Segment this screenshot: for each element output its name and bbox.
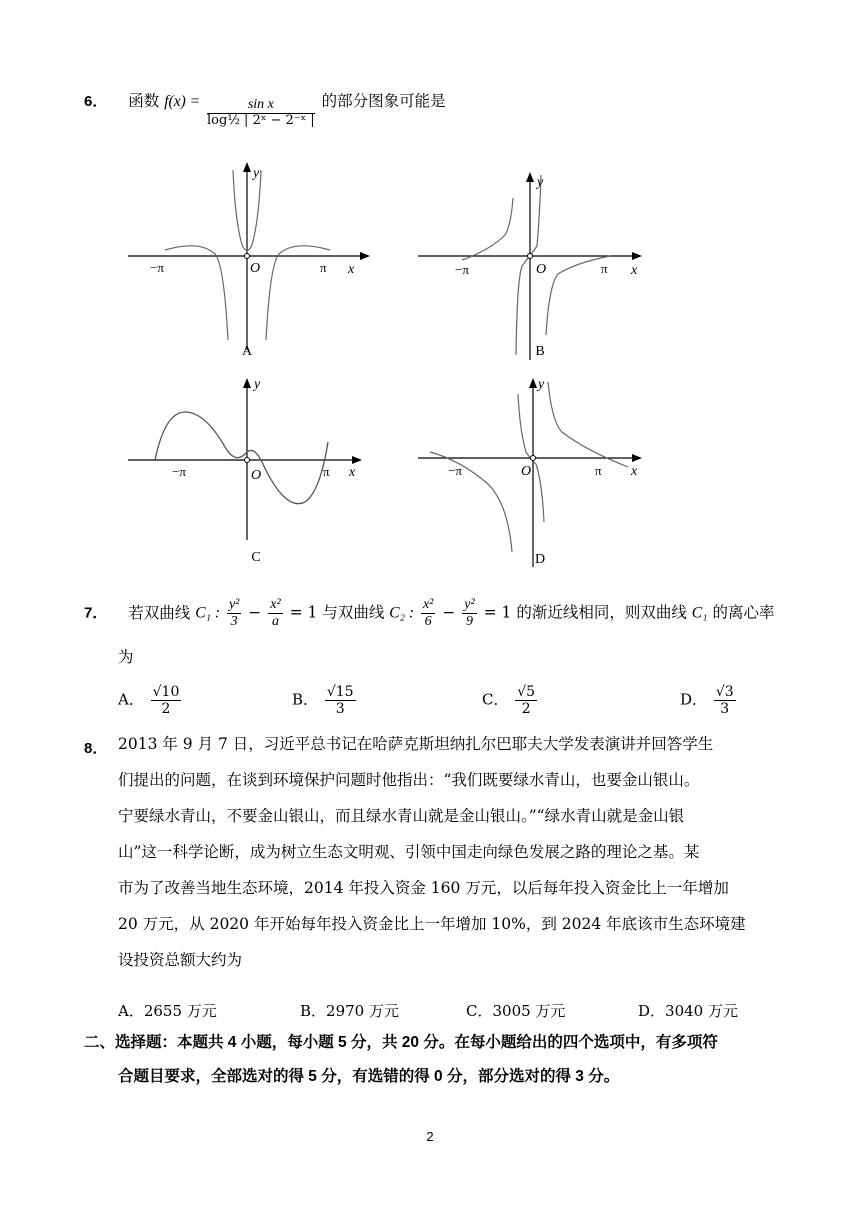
q7-text1: 若双曲线 bbox=[128, 603, 191, 622]
graph-a-label: A bbox=[241, 344, 253, 359]
graph-d-curve-left bbox=[430, 452, 512, 552]
q8-option-c[interactable]: C．3005 万元 bbox=[466, 1002, 566, 1020]
graph-a-pi: π bbox=[320, 260, 327, 275]
q7-frac4: $\frac{\text{y²}}{9}$ bbox=[464, 597, 475, 630]
graph-a bbox=[120, 160, 370, 360]
q8-line: 们提出的问题，在谈到环境保护问题时他指出：“我们既要绿水青山，也要金山银山。 bbox=[118, 771, 700, 789]
q7-line2: 为 bbox=[118, 648, 134, 666]
graph-c-y-label: y bbox=[254, 377, 261, 392]
q7-c1: C₁ : bbox=[195, 604, 220, 622]
section2-line2: 合题目要求，全部选对的得 5 分，有选错的得 0 分，部分选对的得 3 分。 bbox=[118, 1068, 620, 1085]
q7-frac1: $\frac{\text{y²}}{3}$ bbox=[228, 597, 240, 630]
q8-option-a[interactable]: A．2655 万元 bbox=[118, 1002, 217, 1020]
graph-d-pi: π bbox=[595, 463, 602, 478]
graph-c-origin: O bbox=[251, 468, 262, 483]
graph-c-x-label: x bbox=[349, 465, 356, 480]
page-number: 2 bbox=[426, 1129, 434, 1144]
graph-c-pi: π bbox=[323, 464, 330, 479]
graph-a-curve-left bbox=[165, 246, 228, 340]
q6-func: f(x) = bbox=[164, 93, 201, 110]
q7-stem: 7． 若双曲线 C₁ : $\frac{\text{y²}}{3}$ − $\frac{\text{x²}}{a}$ = 1 与双曲线 C₂ : $\frac{\text{x²}}{6}$ − $\frac{\text{y²}}{9}$ = 1 的渐近线相同，则双曲线 C₁ 的离心率 bbox=[84, 597, 775, 630]
graph-b bbox=[410, 160, 660, 365]
q7-c1b: C₁ bbox=[691, 604, 708, 622]
section2-heading bbox=[84, 1026, 784, 1094]
q7-number: 7． bbox=[84, 604, 108, 622]
q6-number: 6． bbox=[84, 93, 108, 110]
q8-number: 8． bbox=[84, 740, 108, 757]
q6-denominator: log½ | 2ˣ − 2⁻ˣ | bbox=[207, 113, 315, 128]
q7-text2: 与双曲线 bbox=[322, 603, 385, 622]
graph-d bbox=[410, 372, 660, 572]
graph-c-curve bbox=[155, 412, 328, 504]
graph-d-neg-pi: −π bbox=[448, 463, 462, 478]
q7-option-a[interactable]: A． $\frac{√10}{2}$ bbox=[118, 684, 180, 718]
graph-b-neg-pi: −π bbox=[455, 262, 469, 277]
q8-line: 市为了改善当地生态环境，2014 年投入资金 160 万元，以后每年投入资金比上一年增加 bbox=[118, 879, 729, 897]
graph-c-neg-pi: −π bbox=[172, 464, 186, 479]
graph-a-neg-pi: −π bbox=[150, 260, 164, 275]
graph-b-label: B bbox=[535, 344, 545, 359]
q7-c2: C₂ : bbox=[389, 604, 415, 622]
q7-option-c[interactable]: C． $\frac{√5}{2}$ bbox=[482, 684, 536, 718]
graph-b-origin: O bbox=[536, 262, 547, 277]
graph-d-curve-right bbox=[548, 382, 628, 467]
graph-a-origin: O bbox=[250, 261, 261, 276]
q7-frac2: $\frac{\text{x²}}{a}$ bbox=[270, 597, 281, 630]
graph-a-x-label: x bbox=[348, 262, 355, 277]
graph-c bbox=[120, 372, 370, 567]
q6-stem bbox=[84, 94, 446, 129]
q6-numerator: sin x bbox=[207, 97, 315, 114]
q8-line: 20 万元，从 2020 年开始每年投入资金比上一年增加 10%，到 2024 年底该市生态环境建 bbox=[118, 915, 746, 933]
graph-a-y-label: y bbox=[253, 166, 260, 181]
section2-line1: 二、选择题：本题共 4 小题，每小题 5 分，共 20 分。在每小题给出的四个选项中，有多项符 bbox=[84, 1034, 718, 1051]
graph-d-y-label: y bbox=[538, 377, 545, 392]
q7-frac3: $\frac{\text{x²}}{6}$ bbox=[422, 597, 434, 630]
graph-c-label: C bbox=[251, 550, 261, 565]
graph-d-label: D bbox=[534, 552, 546, 567]
q7-option-b[interactable]: B． $\frac{√15}{3}$ bbox=[292, 684, 354, 718]
q8-body bbox=[118, 726, 788, 978]
q6-prefix: 函数 bbox=[128, 92, 160, 110]
q8-line: 2013 年 9 月 7 日，习近平总书记在哈萨克斯坦纳扎尔巴耶夫大学发表演讲并回答学生 bbox=[118, 735, 714, 753]
graph-b-y-label: y bbox=[537, 175, 544, 190]
q7-text3: 的渐近线相同，则双曲线 bbox=[516, 603, 687, 622]
q8-line: 设投资总额大约为 bbox=[118, 951, 243, 969]
q6-fraction bbox=[207, 97, 315, 129]
graph-d-x-label: x bbox=[631, 464, 638, 479]
q8-line: 宁要绿水青山，不要金山银山，而且绿水青山就是金山银山。”“绿水青山就是金山银 bbox=[118, 807, 685, 825]
graph-b-curve-left bbox=[462, 198, 513, 260]
q6-suffix: 的部分图象可能是 bbox=[321, 92, 446, 110]
q8-option-d[interactable]: D．3040 万元 bbox=[638, 1002, 738, 1020]
q7-option-d[interactable]: D． $\frac{√3}{3}$ bbox=[680, 684, 734, 718]
q7-text4: 的离心率 bbox=[712, 603, 775, 622]
graph-d-origin: O bbox=[521, 464, 532, 479]
graph-b-x-label: x bbox=[631, 263, 638, 278]
graph-b-pi: π bbox=[601, 261, 608, 276]
q8-line: 山”这一科学论断，成为树立生态文明观、引领中国走向绿色发展之路的理论之基。某 bbox=[118, 843, 700, 861]
q8-option-b[interactable]: B．2970 万元 bbox=[300, 1002, 399, 1020]
